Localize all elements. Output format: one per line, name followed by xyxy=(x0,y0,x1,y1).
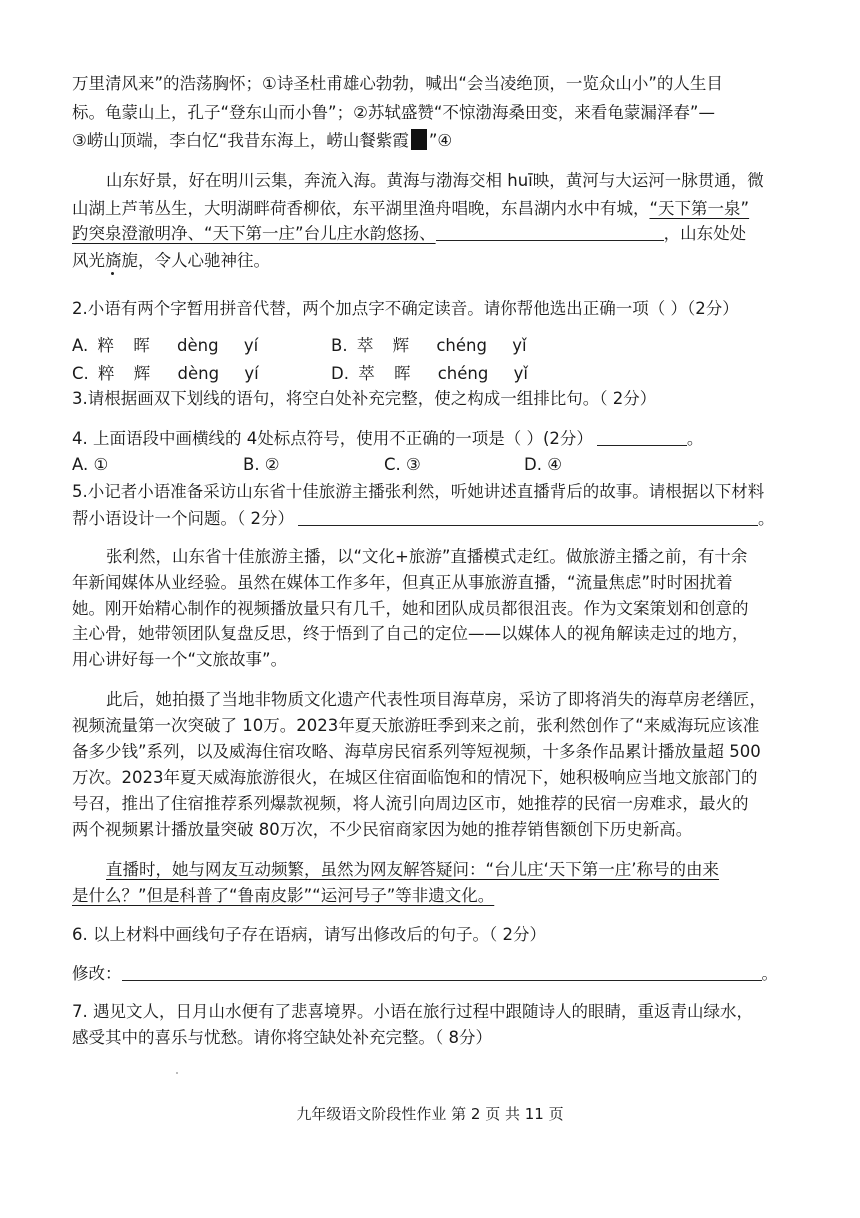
q3-stem: 3.请根据画双下划线的语句，将空白处补充完整，使之构成一组排比句。（ 2分） xyxy=(72,389,657,408)
q2-option-b-word2: 辉 xyxy=(392,336,410,355)
q2-option-a-pinyin1: dèng xyxy=(177,336,219,355)
passage2-line3-end: ，山东处处 xyxy=(663,224,747,243)
q2-option-b-pinyin2: yǐ xyxy=(512,336,527,355)
q4-end: 。 xyxy=(686,429,704,448)
passage2-line2-text: 山湖上芦苇丛生，大明湖畔荷香柳依，东平湖里渔舟唱晚，东昌湖内水中有城， xyxy=(72,199,650,218)
q2-option-b-pinyin1: chéng xyxy=(436,336,487,355)
q5-line2 xyxy=(72,507,775,531)
material-p2-line3: 备多少钱”系列，以及威海住宿攻略、海草房民宿系列等短视频，十多条作品累计播放量超 500 xyxy=(72,742,761,761)
redaction-box xyxy=(411,129,427,150)
material-p2-line2: 视频流量第一次突破了 10万。2023年夏天旅游旺季到来之前，张利然创作了“来威海玩应该准 xyxy=(72,716,760,735)
q2-option-d-word1: 萃 xyxy=(358,364,375,383)
q2-option-a-letter: A. xyxy=(72,336,89,355)
q2-option-a-word2: 晖 xyxy=(133,336,150,355)
q6-stem: 6. 以上材料中画线句子存在语病，请写出修改后的句子。（ 2分） xyxy=(72,925,546,944)
material-p2-line5: 号召，推出了住宿推荐系列爆款视频，将人流引向周边区市，她推荐的民宿一房难求，最火的 xyxy=(72,794,749,813)
q2-option-c-word2: 辉 xyxy=(133,364,151,383)
q4-answer-blank[interactable] xyxy=(597,427,687,446)
passage2-line2 xyxy=(72,197,749,221)
emphasis-dot xyxy=(111,272,114,275)
q5-line1: 5.小记者小语准备采访山东省十佳旅游主播张利然，听她讲述直播背后的故事。请根据以下材料 xyxy=(72,482,765,501)
q4-option-c[interactable]: C. ③ xyxy=(384,455,421,474)
q2-option-b-letter: B. xyxy=(331,336,348,355)
q6-label: 修改： xyxy=(72,964,122,983)
fill-blank-parallel[interactable] xyxy=(436,222,664,241)
passage1-line3-text: ③崂山顶端，李白忆“我昔东海上，崂山餐紫霞 xyxy=(72,131,409,150)
scan-speck xyxy=(176,1072,178,1074)
q2-option-a[interactable] xyxy=(72,334,258,358)
q2-option-a-word1: 粹 xyxy=(97,336,114,355)
material-p3-line1-underlined: 直播时，她与网友互动频繁，虽然为网友解答疑问：“台儿庄‘天下第一庄’称号的由来 xyxy=(106,860,720,879)
q2-option-d-letter: D. xyxy=(331,364,349,383)
q2-stem: 2.小语有两个字暂用拼音代替，两个加点字不确定读音。请你帮他选出正确一项（ ）（2分） xyxy=(72,299,739,318)
passage2-line3 xyxy=(72,222,746,246)
material-p1-line4: 主心骨，她带领团队复盘反思，终于悟到了自己的定位——以媒体人的视角解读走过的地方， xyxy=(72,624,749,643)
passage2-line1: 山东好景，好在明川云集，奔流入海。黄海与渤海交相 huī映，黄河与大运河一脉贯通，微 xyxy=(106,171,764,190)
double-underlined-phrase-1: “天下第一泉” xyxy=(649,199,750,218)
passage1-line2: 标。龟蒙山上，孔子“登东山而小鲁”；②苏轼盛赞“不惊渤海桑田变，来看龟蒙漏泽春”— xyxy=(72,103,715,122)
material-p2-line6: 两个视频累计播放量突破 80万次，不少民宿商家因为她的推荐销售额创下历史新高。 xyxy=(72,820,693,839)
q2-option-c-letter: C. xyxy=(72,364,89,383)
passage2-line4: 风光旖旎，令人心驰神往。 xyxy=(72,251,270,270)
q2-option-c-pinyin1: dèng xyxy=(177,364,220,383)
material-p1-line2: 年新闻媒体从业经验。虽然在媒体工作多年，但真正从事旅游直播，“流量焦虑”时时困扰着 xyxy=(72,573,733,592)
material-p3-line2-underlined: 是什么？”但是科普了“鲁南皮影”“运河号子”等非遗文化。 xyxy=(72,886,495,905)
q6-end: 。 xyxy=(761,964,778,983)
q5-end: 。 xyxy=(758,509,775,528)
q4-option-d[interactable]: D. ④ xyxy=(524,455,562,474)
q7-line2: 感受其中的喜乐与忧愁。请你将空缺处补充完整。（ 8分） xyxy=(72,1028,492,1047)
q7-line1: 7. 遇见文人，日月山水便有了悲喜境界。小语在旅行过程中跟随诗人的眼睛，重返青山绿水， xyxy=(72,1002,753,1021)
q2-option-d-pinyin2: yǐ xyxy=(513,364,528,383)
q4-option-a[interactable]: A. ① xyxy=(72,455,109,474)
passage1-line3 xyxy=(72,129,452,153)
q5-stem-end: 帮小语设计一个问题。（ 2分） xyxy=(72,509,294,528)
q2-option-d[interactable] xyxy=(331,362,528,386)
material-p2-line1: 此后，她拍摄了当地非物质文化遗产代表性项目海草房，采访了即将消失的海草房老缮匠， xyxy=(106,690,766,709)
q2-option-c-word1: 粹 xyxy=(98,364,115,383)
q5-answer-blank[interactable] xyxy=(298,507,758,526)
q2-option-b[interactable] xyxy=(331,334,527,358)
q6-answer-line xyxy=(72,962,778,986)
q2-option-c-pinyin2: yí xyxy=(244,364,259,383)
q4-stem: 4. 上面语段中画横线的 4处标点符号，使用不正确的一项是（ ）(2分） xyxy=(72,429,593,448)
passage1-line3-end: ”④ xyxy=(428,131,453,150)
q4-option-b[interactable]: B. ② xyxy=(243,455,280,474)
page-footer: 九年级语文阶段性作业 第 2 页 共 11 页 xyxy=(296,1105,564,1123)
material-p1-line3: 她。刚开始精心制作的视频播放量只有几千，她和团队成员都很沮丧。作为文案策划和创意的 xyxy=(72,599,749,618)
q2-option-d-pinyin1: chéng xyxy=(437,364,489,383)
q4-line xyxy=(72,427,703,451)
q2-option-a-pinyin2: yí xyxy=(243,336,259,355)
material-p1-line1: 张利然，山东省十佳旅游主播，以“文化+旅游”直播模式走红。做旅游主播之前，有十余 xyxy=(106,547,748,566)
q2-option-b-word1: 萃 xyxy=(356,336,374,355)
passage1-line1: 万里清风来”的浩荡胸怀；①诗圣杜甫雄心勃勃，喊出“会当凌绝顶，一览众山小”的人生目 xyxy=(72,74,723,93)
q2-option-c[interactable] xyxy=(72,362,259,386)
material-p1-line5: 用心讲好每一个“文旅故事”。 xyxy=(72,650,288,669)
q6-answer-blank[interactable] xyxy=(122,962,762,981)
double-underlined-phrase-2: 趵突泉澄澈明净、“天下第一庄”台儿庄水韵悠扬、 xyxy=(72,224,436,243)
material-p2-line4: 万次。2023年夏天威海旅游很火，在城区住宿面临饱和的情况下，她积极响应当地文旅部门的 xyxy=(72,768,758,787)
q2-option-d-word2: 晖 xyxy=(393,364,411,383)
